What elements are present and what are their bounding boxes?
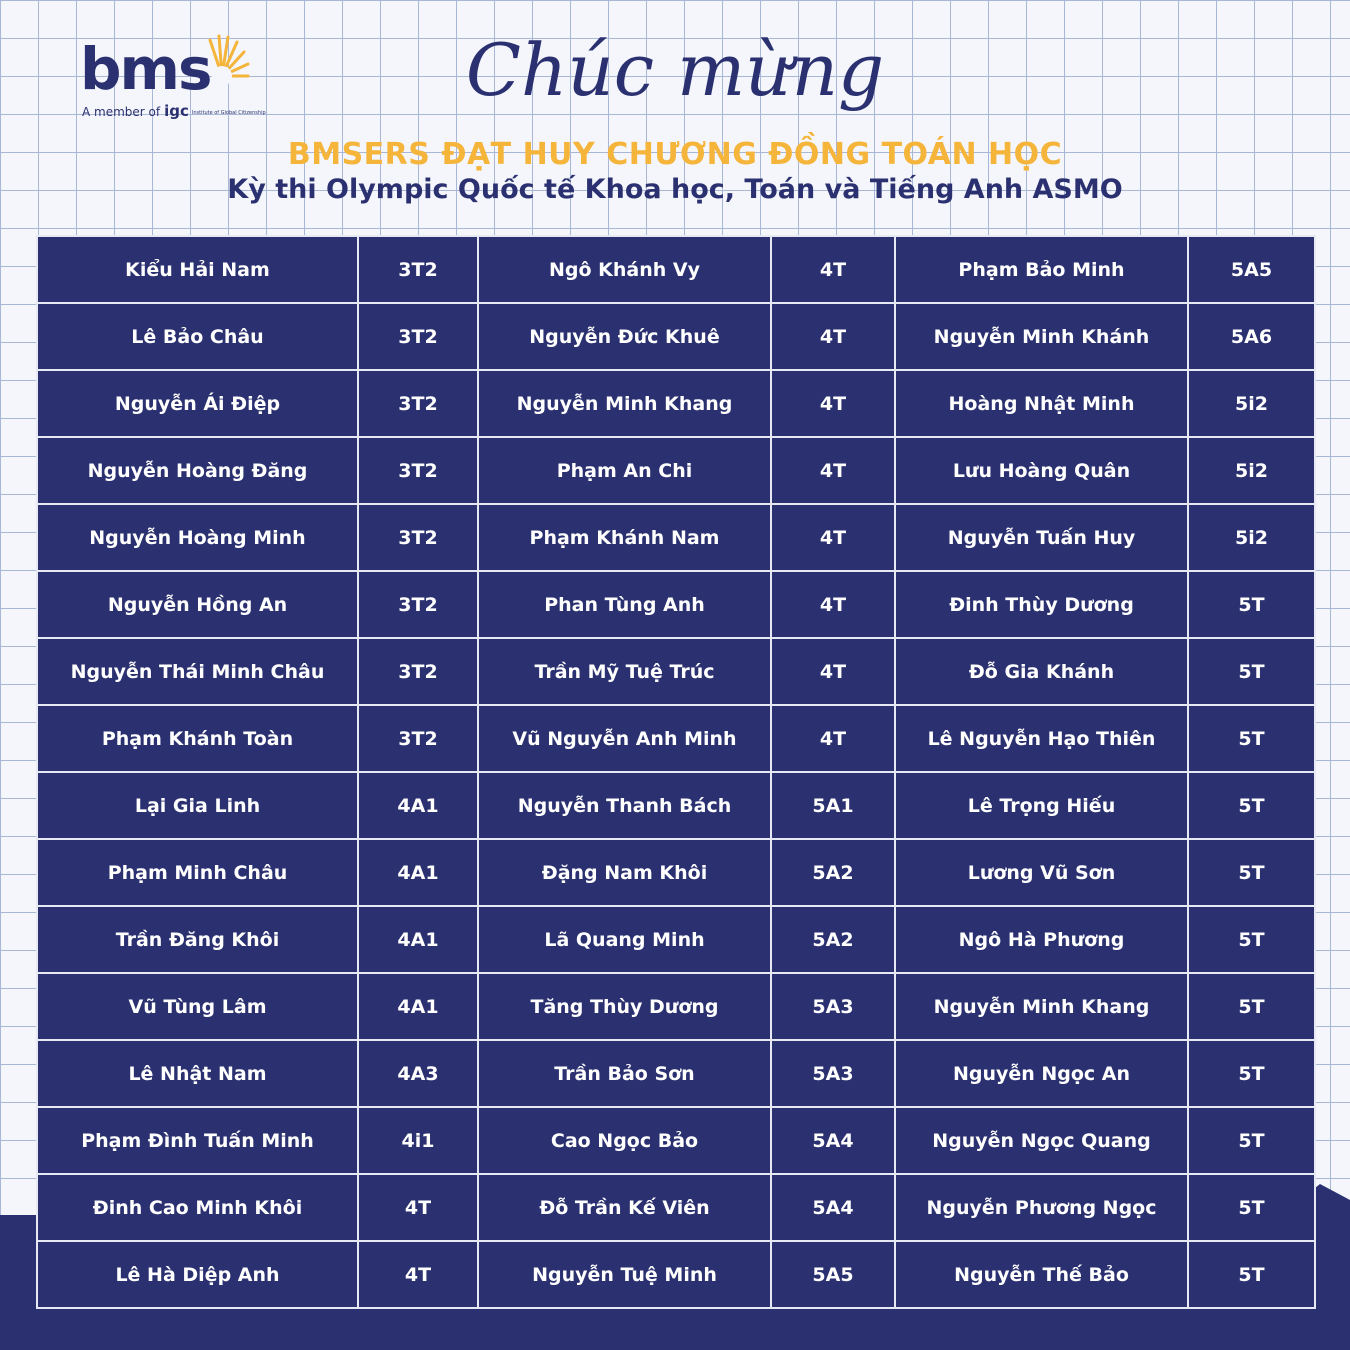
table-row	[37, 1107, 1315, 1174]
student-class: 5T	[1188, 1241, 1315, 1308]
table-row	[37, 504, 1315, 571]
student-class: 4T	[358, 1174, 478, 1241]
student-class: 4T	[771, 370, 895, 437]
student-name: Nguyễn Minh Khánh	[895, 303, 1188, 370]
headline: BMSERS ĐẠT HUY CHƯƠNG ĐỒNG TOÁN HỌC	[287, 137, 1063, 172]
script-title: Chúc mừng	[465, 28, 885, 112]
student-name: Hoàng Nhật Minh	[895, 370, 1188, 437]
student-name: Lã Quang Minh	[478, 906, 771, 973]
student-class: 5A2	[771, 906, 895, 973]
student-name: Nguyễn Minh Khang	[895, 973, 1188, 1040]
student-name: Lê Bảo Châu	[37, 303, 358, 370]
student-class: 4A1	[358, 839, 478, 906]
student-class: 5A5	[1188, 236, 1315, 303]
student-name: Đinh Cao Minh Khôi	[37, 1174, 358, 1241]
student-name: Nguyễn Hoàng Đăng	[37, 437, 358, 504]
student-class: 4T	[771, 571, 895, 638]
member-text: A member of	[82, 105, 161, 119]
student-name: Trần Bảo Sơn	[478, 1040, 771, 1107]
student-class: 5T	[1188, 705, 1315, 772]
student-name: Ngô Khánh Vy	[478, 236, 771, 303]
student-name: Đặng Nam Khôi	[478, 839, 771, 906]
student-class: 5T	[1188, 772, 1315, 839]
student-class: 5A1	[771, 772, 895, 839]
student-name: Phan Tùng Anh	[478, 571, 771, 638]
student-class: 5T	[1188, 973, 1315, 1040]
student-name: Đỗ Trần Kế Viên	[478, 1174, 771, 1241]
student-class: 3T2	[358, 236, 478, 303]
student-class: 5T	[1188, 906, 1315, 973]
table-row	[37, 772, 1315, 839]
student-class: 4A1	[358, 906, 478, 973]
partner-sub-text: Institute of Global Citizenship	[191, 109, 266, 116]
student-name: Đinh Thùy Dương	[895, 571, 1188, 638]
table-row	[37, 705, 1315, 772]
student-name: Nguyễn Minh Khang	[478, 370, 771, 437]
student-class: 4T	[771, 303, 895, 370]
roster-body	[37, 236, 1315, 1308]
student-name: Nguyễn Thế Bảo	[895, 1241, 1188, 1308]
student-class: 5A3	[771, 973, 895, 1040]
student-name: Lương Vũ Sơn	[895, 839, 1188, 906]
table-row	[37, 973, 1315, 1040]
student-class: 5A5	[771, 1241, 895, 1308]
student-class: 5T	[1188, 1174, 1315, 1241]
student-name: Nguyễn Hoàng Minh	[37, 504, 358, 571]
student-name: Phạm Khánh Nam	[478, 504, 771, 571]
student-name: Phạm Khánh Toàn	[37, 705, 358, 772]
student-name: Kiểu Hải Nam	[37, 236, 358, 303]
brand-logo-text: bms	[80, 35, 211, 103]
student-class: 4A1	[358, 973, 478, 1040]
student-roster-table	[36, 235, 1316, 1309]
student-class: 4A3	[358, 1040, 478, 1107]
student-class: 5T	[1188, 1040, 1315, 1107]
student-class: 5T	[1188, 1107, 1315, 1174]
student-class: 5i2	[1188, 504, 1315, 571]
student-class: 3T2	[358, 437, 478, 504]
table-row	[37, 1241, 1315, 1308]
student-name: Lê Hà Diệp Anh	[37, 1241, 358, 1308]
student-class: 3T2	[358, 504, 478, 571]
student-name: Trần Mỹ Tuệ Trúc	[478, 638, 771, 705]
partner-logo-text: igc	[164, 102, 189, 120]
student-name: Nguyễn Ngọc Quang	[895, 1107, 1188, 1174]
student-name: Vũ Nguyễn Anh Minh	[478, 705, 771, 772]
student-class: 5i2	[1188, 370, 1315, 437]
student-class: 5A4	[771, 1107, 895, 1174]
student-name: Nguyễn Hồng An	[37, 571, 358, 638]
student-name: Nguyễn Thanh Bách	[478, 772, 771, 839]
student-name: Phạm Minh Châu	[37, 839, 358, 906]
table-row	[37, 1040, 1315, 1107]
student-name: Lưu Hoàng Quân	[895, 437, 1188, 504]
student-name: Nguyễn Thái Minh Châu	[37, 638, 358, 705]
student-name: Nguyễn Tuấn Huy	[895, 504, 1188, 571]
student-name: Phạm Bảo Minh	[895, 236, 1188, 303]
table-row	[37, 839, 1315, 906]
table-row	[37, 571, 1315, 638]
student-class: 5T	[1188, 839, 1315, 906]
student-class: 3T2	[358, 370, 478, 437]
student-name: Phạm Đình Tuấn Minh	[37, 1107, 358, 1174]
table-row	[37, 370, 1315, 437]
table-row	[37, 1174, 1315, 1241]
student-class: 4T	[771, 638, 895, 705]
student-name: Nguyễn Ái Điệp	[37, 370, 358, 437]
table-row	[37, 906, 1315, 973]
student-class: 5A2	[771, 839, 895, 906]
student-class: 3T2	[358, 705, 478, 772]
student-name: Nguyễn Tuệ Minh	[478, 1241, 771, 1308]
student-class: 3T2	[358, 303, 478, 370]
student-name: Đỗ Gia Khánh	[895, 638, 1188, 705]
table-row	[37, 303, 1315, 370]
student-name: Cao Ngọc Bảo	[478, 1107, 771, 1174]
student-name: Trần Đăng Khôi	[37, 906, 358, 973]
student-name: Ngô Hà Phương	[895, 906, 1188, 973]
student-name: Vũ Tùng Lâm	[37, 973, 358, 1040]
student-class: 5i2	[1188, 437, 1315, 504]
student-name: Phạm An Chi	[478, 437, 771, 504]
table-row	[37, 437, 1315, 504]
subheadline: Kỳ thi Olympic Quốc tế Khoa học, Toán và Tiếng Anh ASMO	[227, 174, 1123, 205]
table-row	[37, 638, 1315, 705]
student-class: 5A3	[771, 1040, 895, 1107]
student-class: 5A6	[1188, 303, 1315, 370]
student-name: Nguyễn Đức Khuê	[478, 303, 771, 370]
student-class: 5T	[1188, 571, 1315, 638]
student-class: 4T	[771, 705, 895, 772]
student-class: 5T	[1188, 638, 1315, 705]
student-class: 4T	[358, 1241, 478, 1308]
student-name: Lê Nguyễn Hạo Thiên	[895, 705, 1188, 772]
student-class: 5A4	[771, 1174, 895, 1241]
student-class: 4T	[771, 504, 895, 571]
student-class: 4i1	[358, 1107, 478, 1174]
student-name: Lê Nhật Nam	[37, 1040, 358, 1107]
student-class: 3T2	[358, 638, 478, 705]
student-class: 4T	[771, 437, 895, 504]
student-name: Tăng Thùy Dương	[478, 973, 771, 1040]
student-class: 4A1	[358, 772, 478, 839]
student-name: Lại Gia Linh	[37, 772, 358, 839]
table-row	[37, 236, 1315, 303]
student-class: 4T	[771, 236, 895, 303]
student-name: Nguyễn Phương Ngọc	[895, 1174, 1188, 1241]
student-name: Nguyễn Ngọc An	[895, 1040, 1188, 1107]
student-name: Lê Trọng Hiếu	[895, 772, 1188, 839]
student-class: 3T2	[358, 571, 478, 638]
